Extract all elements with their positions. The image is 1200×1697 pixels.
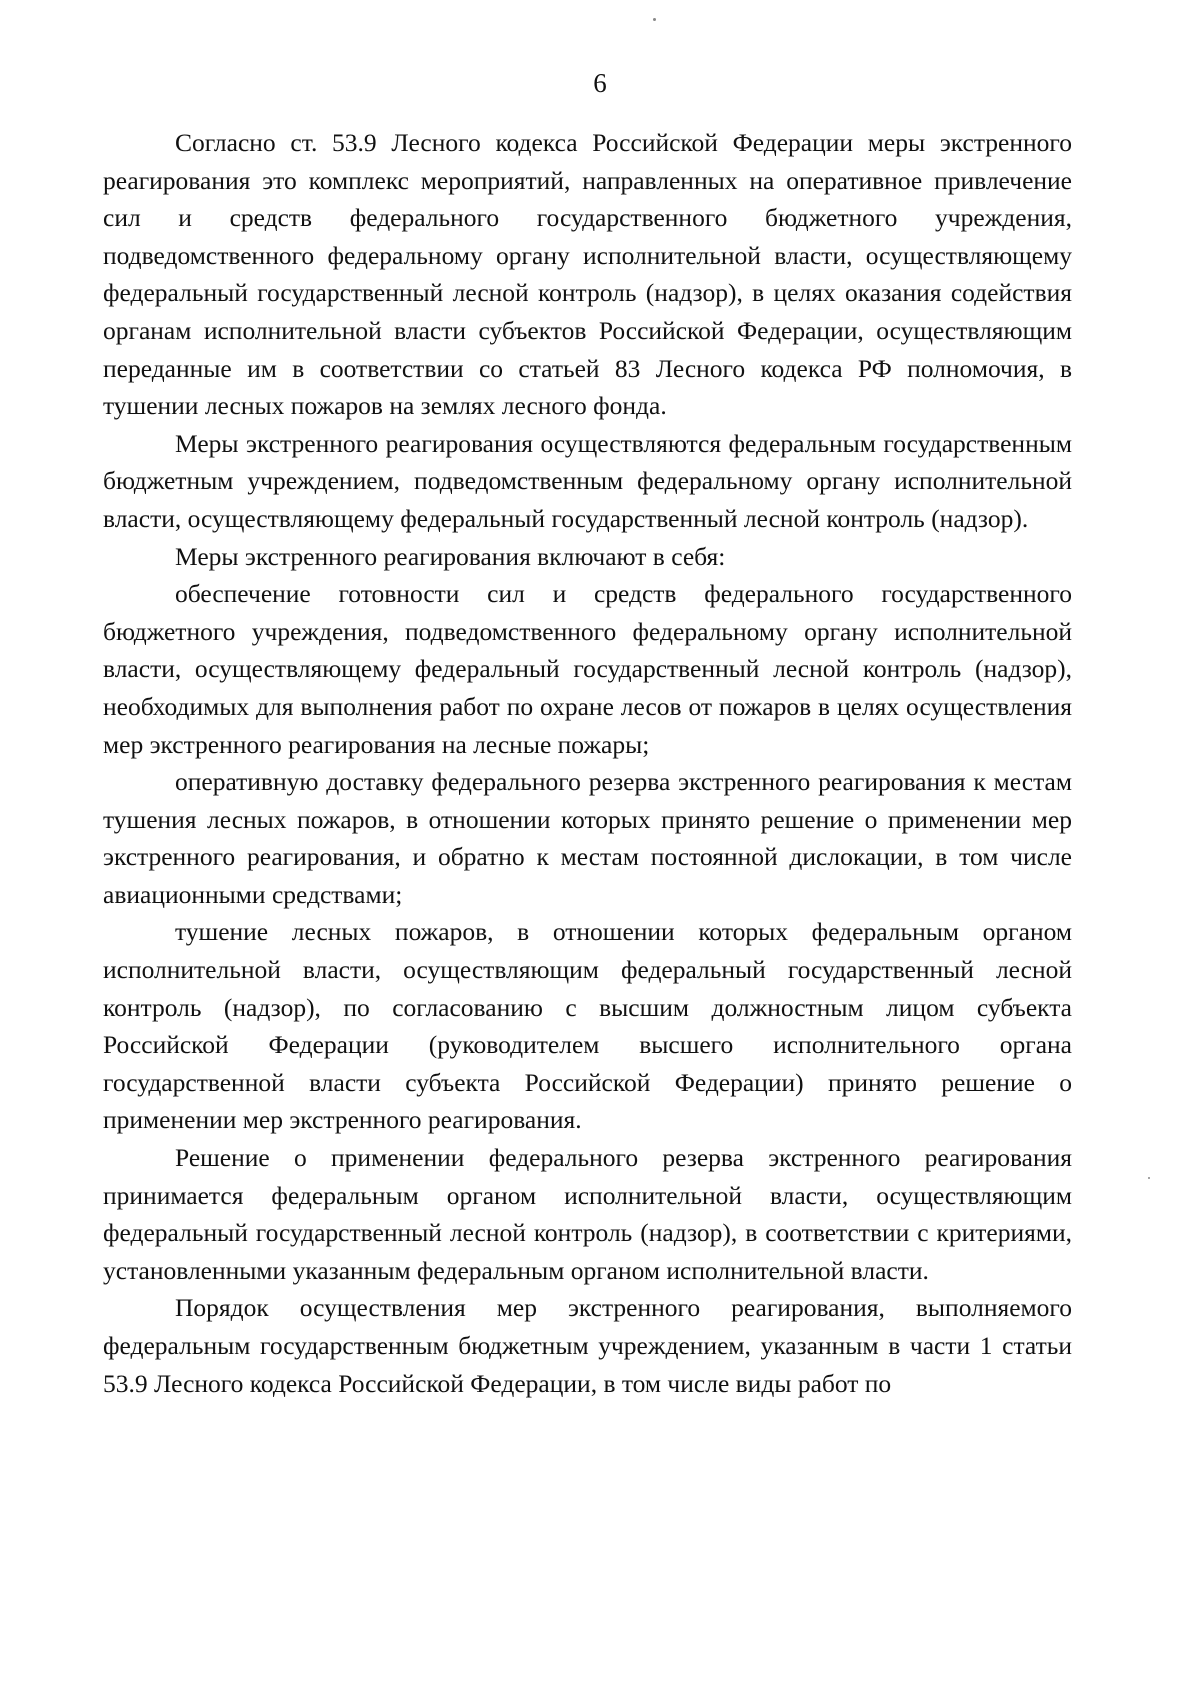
list-item-extinguishing: тушение лесных пожаров, в отношении которых федеральным органом исполнительной власти, осуществляющим федеральный государственный лесной контроль (надзор), по согласованию с высшим должностным лицом субъекта Российской Федерации (руководителем высшего исполнительного органа государственной власти субъекта Российской Федерации) принято решение о применении мер экстренного реагирования. [103,917,1072,1135]
paragraph-measures-intro: Меры экстренного реагирования включают в себя: [175,541,726,571]
paragraph-procedure: Порядок осуществления мер экстренного реагирования, выполняемого федеральным государственным бюджетным учреждением, указанным в части 1 статьи 53.9 Лесного кодекса Российской Федерации, в том числе виды работ по [103,1293,1072,1398]
scan-speck [1148,1177,1150,1179]
document-body [103,124,1072,1402]
paragraph-executor: Меры экстренного реагирования осуществляются федеральным государственным бюджетным учреждением, подведомственным федеральному органу исполнительной власти, осуществляющему федеральный государственный лесной контроль (надзор). [103,428,1072,533]
scan-speck [653,18,656,21]
list-item-readiness: обеспечение готовности сил и средств федерального государственного бюджетного учреждения, подведомственного федеральному органу исполнительной власти, осуществляющему федеральный государственный лесной контроль (надзор), необходимых для выполнения работ по охране лесов от пожаров в целях осуществления мер экстренного реагирования на лесные пожары; [103,579,1072,759]
page-number: 6 [593,68,607,98]
paragraph-definition: Согласно ст. 53.9 Лесного кодекса Российской Федерации меры экстренного реагирования это комплекс мероприятий, направленных на оперативное привлечение сил и средств федерального государственного бюджетного учреждения, подведомственного федеральному органу исполнительной власти, осуществляющему федеральный государственный лесной контроль (надзор), в целях оказания содействия органам исполнительной власти субъектов Российской Федерации, осуществляющим переданные им в соответствии со статьей 83 Лесного кодекса РФ полномочия, в тушении лесных пожаров на землях лесного фонда. [103,128,1072,421]
list-item-delivery: оперативную доставку федерального резерва экстренного реагирования к местам тушения лесных пожаров, в отношении которых принято решение о применении мер экстренного реагирования, и обратно к местам постоянной дислокации, в том числе авиационными средствами; [103,767,1072,909]
paragraph-decision: Решение о применении федерального резерва экстренного реагирования принимается федеральным органом исполнительной власти, осуществляющим федеральный государственный лесной контроль (надзор), в соответствии с критериями, установленными указанным федеральным органом исполнительной власти. [103,1143,1072,1285]
